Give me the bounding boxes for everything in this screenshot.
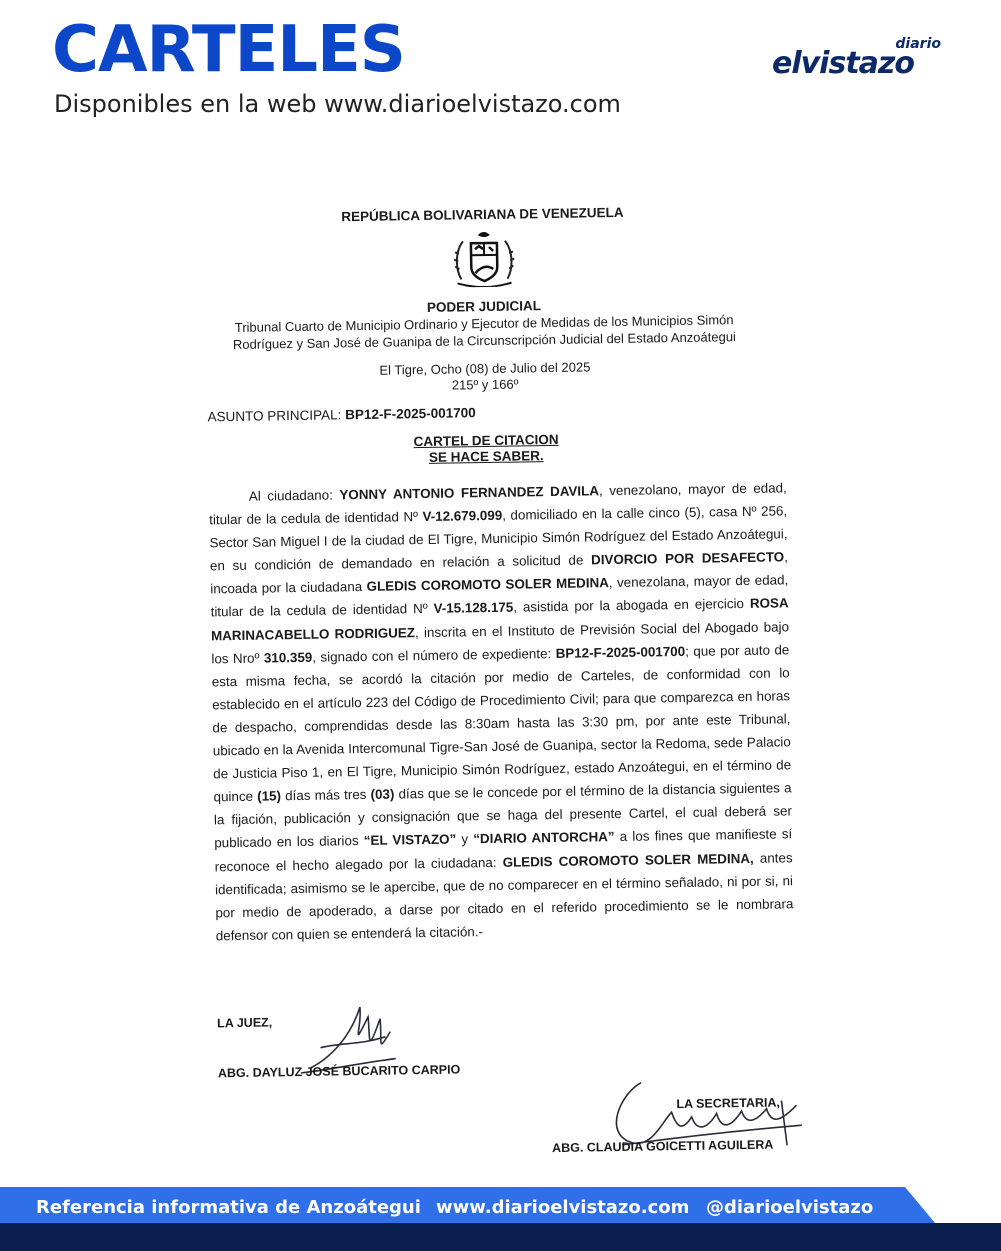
body-text: , asistida por la abogada en ejercicio bbox=[513, 596, 751, 616]
secretary-name: ABG. CLAUDIA GOICETTI AGUILERA bbox=[552, 1137, 774, 1156]
body-text: , domiciliado en la calle cinco (5), casa Nº 256, Sector San Miguel I de la ciudad de El Tigre, Municipio Simón Rodríguez del Estado Anzoátegui, en su condición de demandado en relación a solicitud de bbox=[209, 503, 788, 574]
tribunal-line-1: Tribunal Cuarto de Municipio Ordinario y Ejecutor de Medidas de los Municipios Simón bbox=[234, 312, 734, 335]
body-text: antes identificada; asimismo se le apercibe, que de no comparecer en el término señalado, ni por si, ni por medio de apoderado, a darse por citado en el referido procedimiento se le nombrara defensor con quien se entenderá la citación.- bbox=[214, 849, 794, 944]
case-type: DIVORCIO POR DESAFECTO bbox=[590, 549, 785, 568]
citation-body bbox=[209, 476, 794, 947]
body-text: , venezolana, mayor de edad, titular de la cedula de identidad Nº bbox=[210, 572, 789, 620]
document-heading-republica: REPÚBLICA BOLIVARIANA DE VENEZUELA bbox=[341, 204, 624, 225]
attorney-name: ROSA MARINACABELLO RODRIGUEZ bbox=[210, 595, 789, 643]
body-text: a los fines que manifieste sí reconoce el hecho alegado por la ciudadana: bbox=[214, 826, 793, 874]
body-text: días más tres bbox=[280, 787, 371, 804]
body-text: días que se le concede por el término de la distancia siguientes a la fijación, publicación y consignación que se haga del presente Cartel, el cual deberá ser publicado en los diarios bbox=[213, 780, 792, 851]
logo-main-text: elvistazo bbox=[772, 46, 914, 81]
defendant-name: YONNY ANTONIO FERNANDEZ DAVILA bbox=[339, 483, 600, 503]
page-subtitle: Disponibles en la web www.diarioelvistazo.com bbox=[54, 90, 621, 118]
cartel-heading bbox=[186, 428, 786, 469]
asunto-label: ASUNTO PRINCIPAL: bbox=[207, 407, 342, 425]
page-title: CARTELES bbox=[52, 13, 405, 87]
body-text: , inscrita en el Instituto de Previsión Social del Abogado bajo los Nroº bbox=[211, 618, 790, 667]
case-file-number: BP12-F-2025-001700 bbox=[555, 643, 686, 661]
tribunal-line-2: Rodríguez y San José de Guanipa de la Circunscripción Judicial del Estado Anzoátegui bbox=[232, 329, 737, 352]
footer-website-link[interactable]: www.diarioelvistazo.com bbox=[436, 1197, 690, 1218]
asunto-principal bbox=[207, 405, 475, 424]
judge-name: ABG. DAYLUZ JOSÉ BUCARITO CARPIO bbox=[217, 1062, 461, 1081]
body-text: y bbox=[456, 831, 474, 847]
footer-social-handle[interactable]: @diarioelvistazo bbox=[706, 1197, 874, 1218]
date-line-2: 215º y 166º bbox=[451, 376, 519, 393]
date-line-1: El Tigre, Ocho (08) de Julio del 2025 bbox=[379, 359, 591, 378]
secretary-label: LA SECRETARIA, bbox=[676, 1095, 781, 1112]
plaintiff-name: GLEDIS COROMOTO SOLER MEDINA bbox=[366, 575, 609, 595]
logo-small-text: diario bbox=[895, 36, 941, 52]
body-text: , incoada por la ciudadana bbox=[210, 549, 788, 597]
newspaper-2: “DIARIO ANTORCHA” bbox=[473, 829, 615, 847]
days-count: (15) bbox=[257, 788, 282, 804]
legal-document bbox=[182, 190, 817, 1185]
defendant-id: V-12.679.099 bbox=[422, 507, 503, 525]
footer-band-dark bbox=[0, 1223, 1001, 1251]
asunto-value: BP12-F-2025-001700 bbox=[345, 405, 476, 423]
extra-days-count: (03) bbox=[370, 786, 395, 803]
newspaper-1: “EL VISTAZO” bbox=[363, 831, 457, 849]
plaintiff-name-repeat: GLEDIS COROMOTO SOLER MEDINA, bbox=[502, 850, 754, 870]
footer-bar bbox=[0, 1187, 1001, 1251]
document-date bbox=[185, 356, 785, 397]
cartel-subtitle: SE HACE SABER. bbox=[428, 448, 544, 465]
coat-of-arms-icon bbox=[451, 229, 518, 288]
body-text: Al ciudadano: bbox=[248, 487, 340, 504]
body-text: , signado con el número de expediente: bbox=[312, 645, 556, 665]
cartel-title: CARTEL DE CITACION bbox=[413, 431, 559, 450]
judge-label: LA JUEZ, bbox=[217, 1015, 273, 1031]
body-text: ; que por auto de esta misma fecha, se acordó la citación por medio de Carteles, de conformidad con lo establecido en el artículo 223 del Código de Procedimiento Civil; para que comparezca en horas de despacho, comprendidas desde las 8:30am hasta las 3:30 pm, por ante este Tribunal, ubicado en la Avenida Intercomunal Tigre-San José de Guanipa, sector la Redoma, sede Palacio de Justicia Piso 1, en El Tigre, Municipio Simón Rodríguez, estado Anzoátegui, en el término de quince bbox=[211, 641, 792, 805]
attorney-number: 310.359 bbox=[263, 649, 313, 666]
plaintiff-id: V-15.128.175 bbox=[433, 600, 514, 617]
footer-tagline: Referencia informativa de Anzoátegui bbox=[36, 1197, 421, 1218]
brand-logo bbox=[772, 36, 947, 86]
document-heading-poder: PODER JUDICIAL bbox=[426, 298, 542, 315]
body-text: , venezolano, mayor de edad, titular de la cedula de identidad Nº bbox=[209, 480, 787, 528]
